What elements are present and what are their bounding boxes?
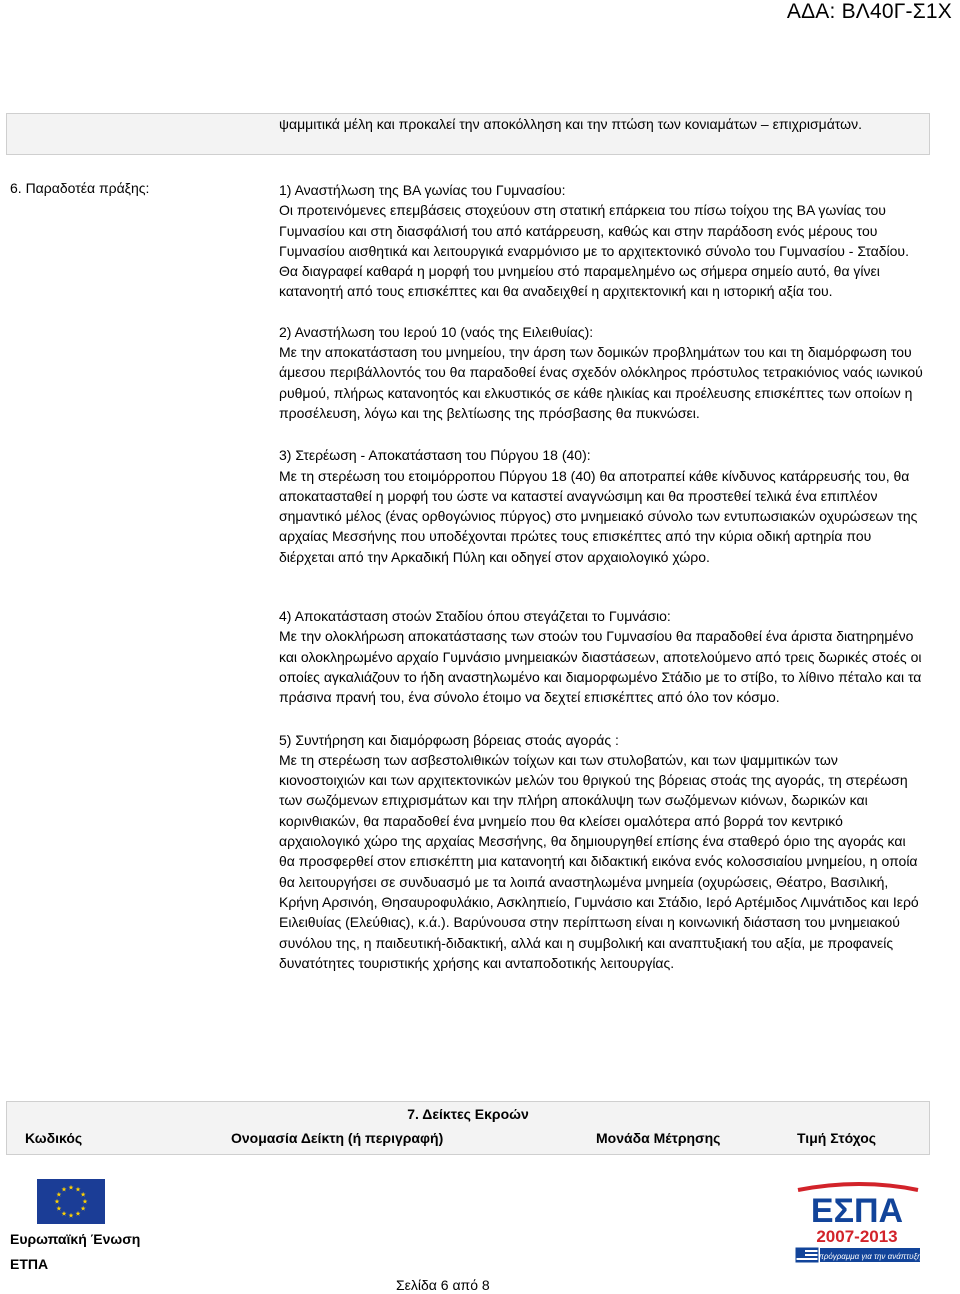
etpa-label: ΕΤΠΑ <box>10 1256 49 1272</box>
deliverables-content <box>279 180 924 973</box>
deliverable-item-5 <box>279 730 924 974</box>
column-header-code: Κωδικός <box>25 1130 83 1146</box>
indicators-title: 7. Δείκτες Εκροών <box>407 1106 529 1122</box>
deliverable-item-4 <box>279 606 924 707</box>
deliverable-body-3: Με τη στερέωση του ετοιμόρροπου Πύργου 18 (40) θα αποτραπεί κάθε κίνδυνος κατάρρευσής του, θα αποκατασταθεί η μορφή του ώστε να καταστεί αναγνώσιμη και θα προστεθεί τελικά ένα επιπλέον σημαντικό μέλος (ένας ορθογώνιος πύργος) στο μνημειακό σύνολο των εντυπωσιακών οχυρώσεων της αρχαίας Μεσσήνης που υποδέχονται πρώτες τους επισκέπτες από την κύρια οδική αρτηρία που διέρχεται από την Αρκαδική Πύλη και οδηγεί στον αρχαιολογικό χώρο. <box>279 467 918 565</box>
ada-code: ΑΔΑ: ΒΛ40Γ-Σ1Χ <box>786 0 952 23</box>
deliverable-body-1: Οι προτεινόμενες επεμβάσεις στοχεύουν στη στατική επάρκεια του πίσω τοίχου της ΒΑ γωνίας του Γυμνασίου και στη διασφάλισή του από κατάρρευση, καθώς και στην παράδοση ενός μέρους του Γυμνασίου αισθητικά και λειτουργικά εναρμόνισο με το αρχιτεκτονικό σύνολο του Γυμνασίου - Σταδίου. Θα διαγραφεί καθαρά η μορφή του μνημείου στό παραμελημένο ως σήμερα σημείο αυτό, θα γίνει κατανοητή από τους επισκέπτες και θα αναδειχθεί η αρχιτεκτονική και η ιστορική αξία του. <box>279 202 909 300</box>
deliverable-heading-1: 1) Αναστήλωση της ΒΑ γωνίας του Γυμνασίου: <box>279 182 566 198</box>
continuation-text: ψαμμιτικά μέλη και προκαλεί την αποκόλληση και την πτώση των κονιαμάτων – επιχρισμάτων. <box>279 116 862 132</box>
eu-flag-icon <box>37 1179 105 1224</box>
espa-tagline: πρόγραμμα για την ανάπτυξη <box>818 1252 922 1261</box>
section-6-label: 6. Παραδοτέα πράξης: <box>10 180 150 196</box>
deliverable-heading-2: 2) Αναστήλωση του Ιερού 10 (ναός της Ειλειθυίας): <box>279 323 594 340</box>
deliverable-item-1 <box>279 180 924 302</box>
deliverable-heading-5: 5) Συντήρηση και διαμόρφωση βόρειας στοάς αγοράς : <box>279 731 619 748</box>
column-header-unit: Μονάδα Μέτρησης <box>596 1130 721 1146</box>
espa-logo-icon <box>790 1182 925 1264</box>
column-header-name: Ονομασία Δείκτη (ή περιγραφή) <box>231 1130 444 1146</box>
deliverable-body-5: Με τη στερέωση των ασβεστολιθικών τοίχων και των στυλοβατών, και των ψαμμιτικών των κιονοστοιχιών και των αρχιτεκτονικών μελών του θριγκού της βόρειας στοάς της αγοράς, τη στερέωση των σωζόμενων επιχρισμάτων και την πλήρη αποκάλυψη των σωζόμενων κιόνων, δωρικών και κορινθιακών, θα παραδοθεί ένα μνημείο που θα κλείσει ομαλότερα από βορρά τον κεντρικό αρχαιολογικό χώρο της αρχαίας Μεσσήνης, θα δημιουργηθεί επίσης ένα σταθερό όριο της αγοράς και θα προσφερθεί στον επισκέπτη μια κατανοητή και διδακτική εικόνα ενός κολοσσιαίου μνημείου, η οποία θα λειτουργήσει σε συνδυασμό με τα λοιπά αναστηλωμένα μνημεία (οχυρώσεις, Θέατρο, Βασιλική, Κρήνη Αρσινόη, Θησαυροφυλάκιο, Ασκληπιείο, Γυμνάσιο και Στάδιο, Ιερό Αρτέμιδος Λιμνάτιδος και Ιερό Ειλειθυίας (Ελεύθιας), κ.ά.). Βαρύνουσα στην περίπτωση είναι η κοινωνική διάσταση του μνημειακού συνόλου της, η παιδευτική-διδακτική, αλλά και η συμβολική και αναπτυξιακή του αξία, με προφανείς δυνατότητες τουριστικής χρήσης και ανταποδοτικής λειτουργίας. <box>279 751 919 971</box>
deliverable-heading-4: 4) Αποκατάσταση στοών Σταδίου όπου στεγάζεται το Γυμνάσιο: <box>279 608 671 625</box>
deliverable-body-2: Με την αποκατάσταση του μνημείου, την άρση των δομικών προβλημάτων του και τη διαμόρφωση του άμεσου περιβάλλοντός του θα παραδοθεί ένας σχεδόν ολόκληρος πρόστυλος τετρακιόνιος ναός ιωνικού ρυθμού, πλήρως κατανοητός και ελκυστικός σε κάθε ηλικίας και προέλευσης επισκέπτες των οποίων η προσέλευση, λόγω και της βελτίωσης της πρόσβασης θα πυκνώσει. <box>279 344 923 421</box>
espa-years-text: 2007-2013 <box>816 1227 898 1246</box>
deliverable-item-3 <box>279 445 924 567</box>
page-number: Σελίδα 6 από 8 <box>396 1277 490 1293</box>
indicators-table <box>6 1101 930 1155</box>
deliverable-body-4: Με την ολοκλήρωση αποκατάστασης των στοών του Γυμνασίου θα παραδοθεί ένα άριστα διατηρημένο και ολοκληρωμένο αρχαίο Γυμνάσιο μνημειακών διαστάσεων, αποτελούμενο από τρεις δωρικές στοές οι οποίες αγκαλιάζουν το ήδη αναστηλωμένο και διαμορφωμένο Στάδιο με το στίβο, το λίθινο πέταλο και τα πράσινα πρανή του, ένα σύνολο έτοιμο να δεχτεί επισκέπτες από όλο τον κόσμο. <box>279 628 922 706</box>
column-header-target: Τιμή Στόχος <box>797 1130 877 1146</box>
eu-label: Ευρωπαϊκή Ένωση <box>10 1231 141 1247</box>
espa-logo-text: ΕΣΠΑ <box>810 1192 904 1230</box>
deliverable-heading-3: 3) Στερέωση - Αποκατάσταση του Πύργου 18 (40): <box>279 447 591 464</box>
deliverable-item-2 <box>279 322 924 423</box>
